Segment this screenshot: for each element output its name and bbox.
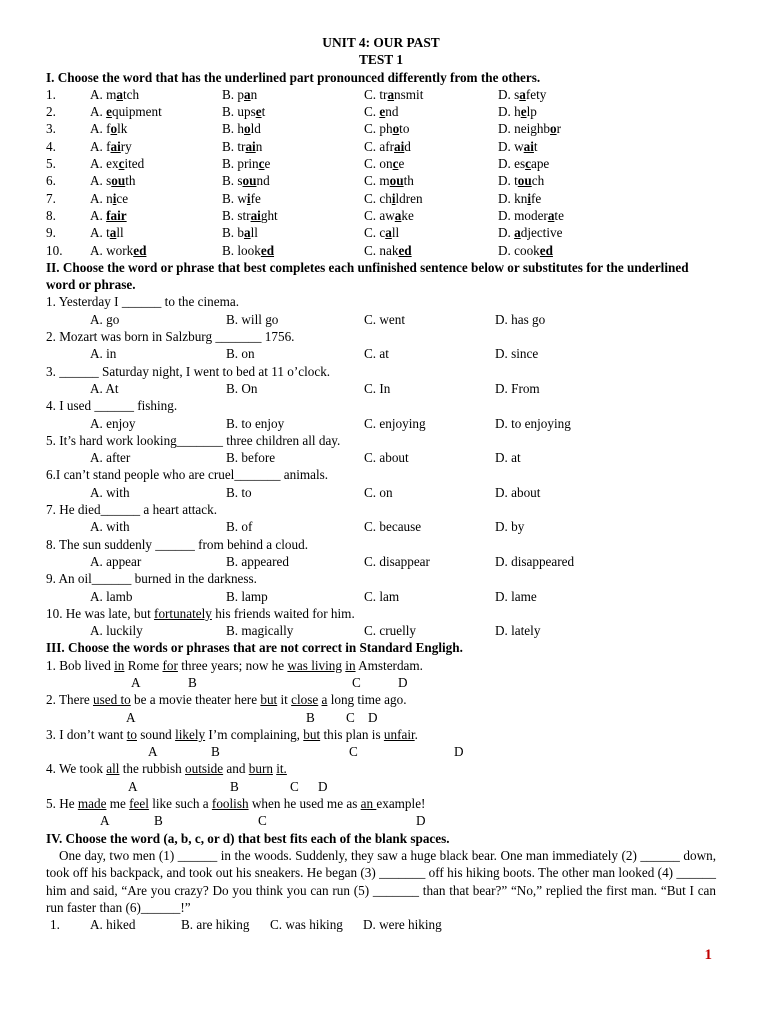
underlined-sound: c <box>392 156 399 172</box>
option-a: A. nice <box>90 190 129 206</box>
question-text: 2. Mozart was born in Salzburg _______ 1756. <box>46 329 295 345</box>
answer-letters <box>46 743 716 760</box>
underlined-part: made <box>77 796 107 812</box>
underlined-part: all <box>106 761 120 777</box>
option-a: A. lamb <box>90 588 133 604</box>
option-c: C. naked <box>364 242 412 258</box>
option-a: A. excited <box>90 156 145 172</box>
question-number: 10. <box>46 242 63 258</box>
option-b: B. to enjoy <box>226 415 285 431</box>
underlined-part: for <box>162 657 178 673</box>
underlined-part: to <box>126 726 137 742</box>
options-row <box>46 484 716 501</box>
pronunciation-row <box>46 120 716 137</box>
option-c: C. photo <box>364 121 410 137</box>
answer-letter: A <box>131 674 141 690</box>
option-d: D. touch <box>498 173 545 189</box>
options-row <box>46 553 716 570</box>
option-d: D. neighbor <box>498 121 562 137</box>
option-b: B. will go <box>226 311 279 327</box>
underlined-sound: ed <box>539 242 553 258</box>
option-c: C. on <box>364 484 393 500</box>
underlined-part: likely <box>175 726 206 742</box>
answer-letters <box>46 778 716 795</box>
option-a: A. hiked <box>90 917 136 933</box>
option-d: D. help <box>498 104 537 120</box>
options-row <box>46 345 716 362</box>
underlined-part: an <box>360 796 377 812</box>
question-number: 2. <box>46 104 56 120</box>
option-d: D. disappeared <box>495 553 575 569</box>
answer-letter: A <box>126 709 136 725</box>
question-text: 8. The sun suddenly ______ from behind a cloud. <box>46 536 309 552</box>
underlined-sound: i <box>527 190 531 206</box>
option-d: D. lame <box>495 588 537 604</box>
option-d: D. adjective <box>498 225 563 241</box>
option-a: A. tall <box>90 225 124 241</box>
answer-letter: A <box>100 813 110 829</box>
options-row <box>46 449 716 466</box>
underlined-part: outside <box>185 761 224 777</box>
answer-letter: C <box>352 674 361 690</box>
option-a: A. with <box>90 519 130 535</box>
section-1-heading: I. Choose the word that has the underlined part pronounced differently from the others. <box>46 69 541 85</box>
pronunciation-row <box>46 155 716 172</box>
option-a: A. luckily <box>90 623 143 639</box>
answer-letter: B <box>211 744 220 760</box>
underlined-part: burn <box>248 761 273 777</box>
underlined-part: unfair <box>383 726 415 742</box>
underlined-sound: ai <box>245 138 256 154</box>
option-b: B. lamp <box>226 588 268 604</box>
underlined-sound: a <box>547 207 555 223</box>
underlined-part: used to <box>93 692 131 708</box>
option-a: A. after <box>90 450 131 466</box>
underlined-sound: ou <box>242 173 257 189</box>
section-3-list <box>46 657 716 830</box>
question-text: 4. I used ______ fishing. <box>46 398 178 414</box>
option-b: B. pan <box>222 86 258 102</box>
answer-letter: C <box>258 813 267 829</box>
underlined-part: in <box>345 657 356 673</box>
underlined-sound: a <box>116 86 123 102</box>
option-b: B. On <box>226 380 258 396</box>
underlined-sound: ai <box>110 138 121 154</box>
option-b: B. magically <box>226 623 294 639</box>
option-a: A. fairy <box>90 138 132 154</box>
underlined-sound: c <box>525 156 531 172</box>
underlined-sound: a <box>243 225 251 241</box>
option-c: C. because <box>364 519 422 535</box>
option-d: D. at <box>495 450 521 466</box>
question-number: 8. <box>46 207 56 223</box>
question-text: 7. He died______ a heart attack. <box>46 502 218 518</box>
answer-letter: D <box>454 744 464 760</box>
pronunciation-row <box>46 190 716 207</box>
underlined-sound: ai <box>394 138 405 154</box>
option-c: C. transmit <box>364 86 424 102</box>
option-a: A. worked <box>90 242 147 258</box>
underlined-sound: ou <box>517 173 532 189</box>
option-c: C. disappear <box>364 553 430 569</box>
underlined-sound: o <box>243 121 251 137</box>
option-d: D. knife <box>498 190 542 206</box>
option-c: C. end <box>364 104 399 120</box>
underlined-sound: a <box>394 207 402 223</box>
option-c: C. lam <box>364 588 400 604</box>
question-number: 3. <box>46 121 56 137</box>
underlined-sound: c <box>118 156 125 172</box>
option-d: D. From <box>495 380 540 396</box>
question-text: 9. An oil______ burned in the darkness. <box>46 571 257 587</box>
option-d: D. escape <box>498 156 550 172</box>
reading-passage: One day, two men (1) ______ in the woods. Suddenly, they saw a huge black bear. One man immediately (2) ______ down, took off his backpack, and took out his sneakers. He began (3) _______ off his hiking boots. The other man looked (4) ______ him and said, “Are you crazy? Do you think you can run (5) _______ than that bear?” “No,” replied the first man. “But I can run faster than (6)______!” <box>46 847 716 915</box>
option-c: C. mouth <box>364 173 414 189</box>
underlined-sound: i <box>246 190 251 206</box>
error-sentence: 1. Bob lived in Rome for three years; now he was living in Amsterdam. <box>46 657 423 673</box>
underlined-sound: a <box>109 225 117 241</box>
answer-letters <box>46 812 716 829</box>
answer-letter: C <box>346 709 355 725</box>
answer-letter: B <box>154 813 163 829</box>
error-sentence: 4. We took all the rubbish outside and burn it. <box>46 761 287 777</box>
option-a: A. in <box>90 346 117 362</box>
option-c: C. children <box>364 190 423 206</box>
question-number: 5. <box>46 156 56 172</box>
underlined-part: a <box>321 692 328 708</box>
option-c: C. at <box>364 346 389 362</box>
option-b: B. hold <box>222 121 261 137</box>
underlined-part: foolish <box>211 796 249 812</box>
underlined-sound: e <box>255 104 262 120</box>
answer-letter: B <box>306 709 315 725</box>
answer-letter: D <box>398 674 408 690</box>
underlined-sound: a <box>387 86 395 102</box>
option-c: C. afraid <box>364 138 411 154</box>
option-c: C. call <box>364 225 400 241</box>
underlined-sound: e <box>520 104 527 120</box>
option-b: B. prince <box>222 156 271 172</box>
question-text: 10. He was late, but fortunately his friends waited for him. <box>46 605 355 621</box>
option-a: A. south <box>90 173 136 189</box>
pronunciation-row <box>46 172 716 189</box>
underlined-sound: ed <box>398 242 412 258</box>
option-d: D. has go <box>495 311 546 327</box>
option-a: A. match <box>90 86 140 102</box>
question-number: 1. <box>50 917 60 933</box>
question-number: 7. <box>46 190 56 206</box>
option-a: A. equipment <box>90 104 162 120</box>
underlined-sound: ai <box>523 138 534 154</box>
answer-letter: B <box>230 778 239 794</box>
unit-title: UNIT 4: OUR PAST <box>322 35 440 50</box>
underlined-part: feel <box>129 796 149 812</box>
section-1-list <box>46 86 716 259</box>
underlined-part: in <box>114 657 125 673</box>
option-c: C. enjoying <box>364 415 426 431</box>
answer-letter: B <box>188 674 197 690</box>
option-b: B. sound <box>222 173 270 189</box>
passage-question-1 <box>46 916 716 933</box>
answer-letter: D <box>416 813 426 829</box>
option-c: C. about <box>364 450 409 466</box>
underlined-sound: c <box>258 156 265 172</box>
option-c: C. went <box>364 311 406 327</box>
underlined-sound: ed <box>133 242 147 258</box>
question-number: 4. <box>46 138 56 154</box>
options-row <box>46 311 716 328</box>
option-d: D. were hiking <box>363 917 442 933</box>
option-c: C. was hiking <box>270 917 343 933</box>
test-title: TEST 1 <box>358 52 404 68</box>
underlined-sound: i <box>112 190 117 206</box>
question-number: 6. <box>46 173 56 189</box>
answer-letter: C <box>290 778 299 794</box>
option-d: D. by <box>495 519 525 535</box>
underlined-sound: i <box>391 190 396 206</box>
option-c: C. once <box>364 156 405 172</box>
pronunciation-row <box>46 86 716 103</box>
option-a: A. go <box>90 311 120 327</box>
option-b: B. to <box>226 484 252 500</box>
underlined-sound: a <box>243 86 251 102</box>
underlined-sound: o <box>550 121 557 137</box>
option-b: B. wife <box>222 190 261 206</box>
section-3-heading: III. Choose the words or phrases that are not correct in Standard Engligh. <box>46 640 463 656</box>
underlined-sound: a <box>385 225 392 241</box>
underlined-sound: e <box>379 104 386 120</box>
error-sentence: 3. I don’t want to sound likely I’m complaining, but this plan is unfair. <box>46 726 418 742</box>
worksheet-page <box>46 34 716 933</box>
option-a: A. At <box>90 380 119 396</box>
option-b: B. train <box>222 138 263 154</box>
question-text: 6.I can’t stand people who are cruel_______ animals. <box>46 467 329 483</box>
section-2-heading: II. Choose the word or phrase that best completes each unfinished sentence below or substitutes for the underlined word or phrase. <box>46 259 689 293</box>
option-a: A. with <box>90 484 130 500</box>
options-row <box>46 622 716 639</box>
option-a: A. appear <box>90 553 142 569</box>
section-4-heading: IV. Choose the word (a, b, c, or d) that best fits each of the blank spaces. <box>46 830 450 846</box>
answer-letter: A <box>128 778 138 794</box>
question-text: 3. ______ Saturday night, I went to bed at 11 o’clock. <box>46 363 331 379</box>
question-text: 1. Yesterday I ______ to the cinema. <box>46 294 240 310</box>
underlined-part: was living <box>287 657 342 673</box>
answer-letters <box>46 674 716 691</box>
option-b: B. are hiking <box>181 917 250 933</box>
underlined-sound: fair <box>106 207 127 223</box>
underlined-sound: a <box>514 225 521 241</box>
option-d: D. to enjoying <box>495 415 571 431</box>
page-number: 1 <box>704 947 712 963</box>
option-c: C. In <box>364 380 391 396</box>
pronunciation-row <box>46 242 716 259</box>
options-row <box>46 518 716 535</box>
option-b: B. on <box>226 346 255 362</box>
underlined-sound: a <box>519 86 526 102</box>
answer-letter: D <box>368 709 378 725</box>
options-row <box>46 415 716 432</box>
option-a: A. enjoy <box>90 415 136 431</box>
option-d: D. cooked <box>498 242 553 258</box>
underlined-part: it. <box>276 761 287 777</box>
question-text: 5. It’s hard work looking_______ three children all day. <box>46 432 341 448</box>
option-d: D. wait <box>498 138 538 154</box>
underlined-sound: e <box>106 104 112 120</box>
option-b: B. ball <box>222 225 258 241</box>
options-row <box>46 380 716 397</box>
option-a: A. fair <box>90 207 127 223</box>
section-2-list <box>46 293 716 639</box>
error-sentence: 2. There used to be a movie theater here but it close a long time ago. <box>46 692 407 708</box>
option-d: D. about <box>495 484 541 500</box>
pronunciation-row <box>46 103 716 120</box>
answer-letter: D <box>318 778 328 794</box>
question-number: 9. <box>46 225 56 241</box>
option-b: B. looked <box>222 242 275 258</box>
options-row <box>46 588 716 605</box>
pronunciation-row <box>46 207 716 224</box>
answer-letter: C <box>349 744 358 760</box>
question-number: 1. <box>46 86 56 102</box>
pronunciation-row <box>46 138 716 155</box>
underlined-part: but <box>303 726 321 742</box>
option-c: C. awake <box>364 207 414 223</box>
option-c: C. cruelly <box>364 623 417 639</box>
option-b: B. before <box>226 450 276 466</box>
underlined-sound: ou <box>389 173 404 189</box>
pronunciation-row <box>46 224 716 241</box>
option-b: B. upset <box>222 104 266 120</box>
option-b: B. of <box>226 519 253 535</box>
option-b: B. appeared <box>226 553 289 569</box>
underlined-word: fortunately <box>154 605 212 621</box>
underlined-sound: ou <box>111 173 126 189</box>
option-d: D. lately <box>495 623 541 639</box>
underlined-sound: o <box>110 121 118 137</box>
underlined-sound: o <box>392 121 400 137</box>
option-d: D. moderate <box>498 207 564 223</box>
option-d: D. since <box>495 346 539 362</box>
option-b: B. straight <box>222 207 278 223</box>
answer-letters <box>46 709 716 726</box>
answer-letter: A <box>148 744 158 760</box>
error-sentence: 5. He made me feel like such a foolish when he used me as an example! <box>46 796 426 812</box>
option-a: A. folk <box>90 121 128 137</box>
underlined-part: but <box>260 692 278 708</box>
underlined-sound: ed <box>260 242 275 258</box>
underlined-part: close <box>291 692 319 708</box>
option-d: D. safety <box>498 86 547 102</box>
underlined-sound: ai <box>250 207 261 223</box>
